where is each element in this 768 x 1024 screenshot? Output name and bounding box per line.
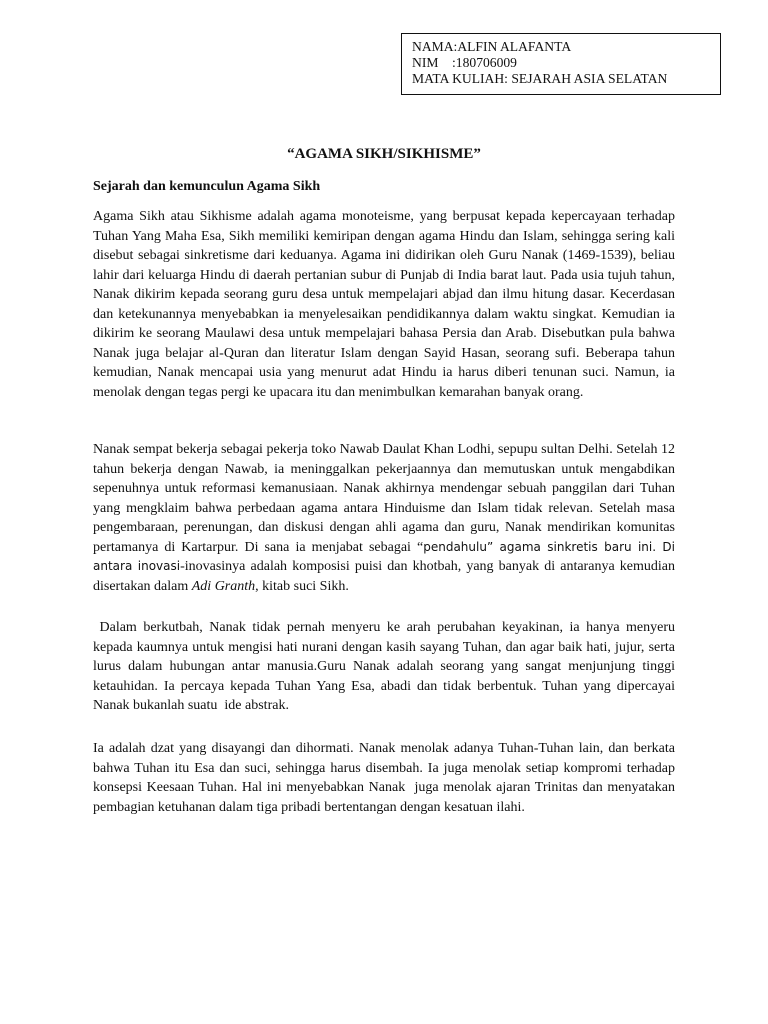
paragraph-oneness: Ia adalah dzat yang disayangi dan dihormati. Nanak menolak adanya Tuhan-Tuhan lain, dan berkata bahwa Tuhan itu Esa dan suci, sehingga harus disembah. Ia juga menolak setiap kompromi terhadap konsepsi Keesaan Tuhan. Hal ini menyebabkan Nanak juga menolak ajaran Trinitas dan menyatakan pembagian ketuhanan dalam tiga pribadi bertentangan dengan kesatuan ilahi. xyxy=(93,741,679,815)
book-title-italic: Adi Granth xyxy=(191,578,256,594)
paragraph-text: , kitab suci Sikh. xyxy=(255,578,349,594)
student-name: NAMA:ALFIN ALAFANTA xyxy=(412,39,572,54)
paragraph-nanak-career xyxy=(93,440,675,596)
paragraph-text-sans-run: pendahulu” agama sinkretis baru ini. Di antara inovasi xyxy=(93,539,676,573)
paragraph-origin: Agama Sikh atau Sikhisme adalah agama monoteisme, yang berpusat kepada kepercayaan terhadap Tuhan Yang Maha Esa, Sikh memiliki kemiripan dengan agama Hindu dan Islam, sehingga sering kali disebut sebagai sinkretisme dari keduanya. Agama ini didirikan oleh Guru Nanak (1469-1539), beliau lahir dari keluarga Hindu di daerah pertanian subur di Punjab di India barat laut. Pada usia tujuh tahun, Nanak dikirim kepada seorang guru desa untuk mempelajari abjad dan ilmu hitung dasar. Kecerdasan dan ketekunannya menyebabkan ia menyelesaikan pendidikannya dalam waktu singkat. Kemudian ia dikirim ke seorang Maulawi desa untuk mempelajari bahasa Persia dan Arab. Disebutkan pula bahwa Nanak juga belajar al-Quran dan literatur Islam dengan Sayid Hasan, seorang sufi. Beberapa tahun kemudian, Nanak mencapai usia yang menurut adat Hindu ia harus diberi tenunan suci. Namun, ia menolak dengan tegas pergi ke upacara itu dan menimbulkan kemarahan banyak orang. xyxy=(93,209,675,400)
student-nim: NIM :180706009 xyxy=(412,55,517,70)
paragraph-text: -inovasinya adalah komposisi puisi dan khotbah, yang banyak di antaranya kemudian disertakan dalam xyxy=(93,559,675,594)
section-heading: Sejarah dan kemunculun Agama Sikh xyxy=(93,179,321,194)
course-name: MATA KULIAH: SEJARAH ASIA SELATAN xyxy=(412,71,668,86)
student-identity-box xyxy=(401,33,721,95)
paragraph-text: Nanak sempat bekerja sebagai pekerja toko Nawab Daulat Khan Lodhi, sepupu sultan Delhi. Setelah 12 tahun bekerja dengan Nawab, ia meninggalkan pekerjaannya dan memutuskan untuk mengabdikan sepenuhnya untuk reformasi kemanusiaan. Nanak akhirnya mendengar sebuah panggilan dari Tuhan yang mengklaim bahwa perbedaan agama antara Hinduisme dan Islam tidak relevan. Setelah masa pengembaraan, perenungan, dan diskusi dengan ahli agama dan guru, Nanak mendirikan komunitas pertamanya di Kartarpur. Di sana ia menjabat sebagai “ xyxy=(93,442,675,555)
document-title: “AGAMA SIKH/SIKHISME” xyxy=(287,146,481,162)
paragraph-preaching: Dalam berkutbah, Nanak tidak pernah menyeru ke arah perubahan keyakinan, ia hanya menyeru kepada kaumnya untuk mengisi hati nurani dengan kasih sayang Tuhan, dan agar baik hati, jujur, serta lurus dalam hubungan antar manusia.Guru Nanak adalah seorang yang sangat menjunjung tinggi ketauhidan. Ia percaya kepada Tuhan Yang Esa, abadi dan tidak berbentuk. Tuhan yang dipercayai Nanak bukanlah suatu ide abstrak. xyxy=(93,620,679,713)
